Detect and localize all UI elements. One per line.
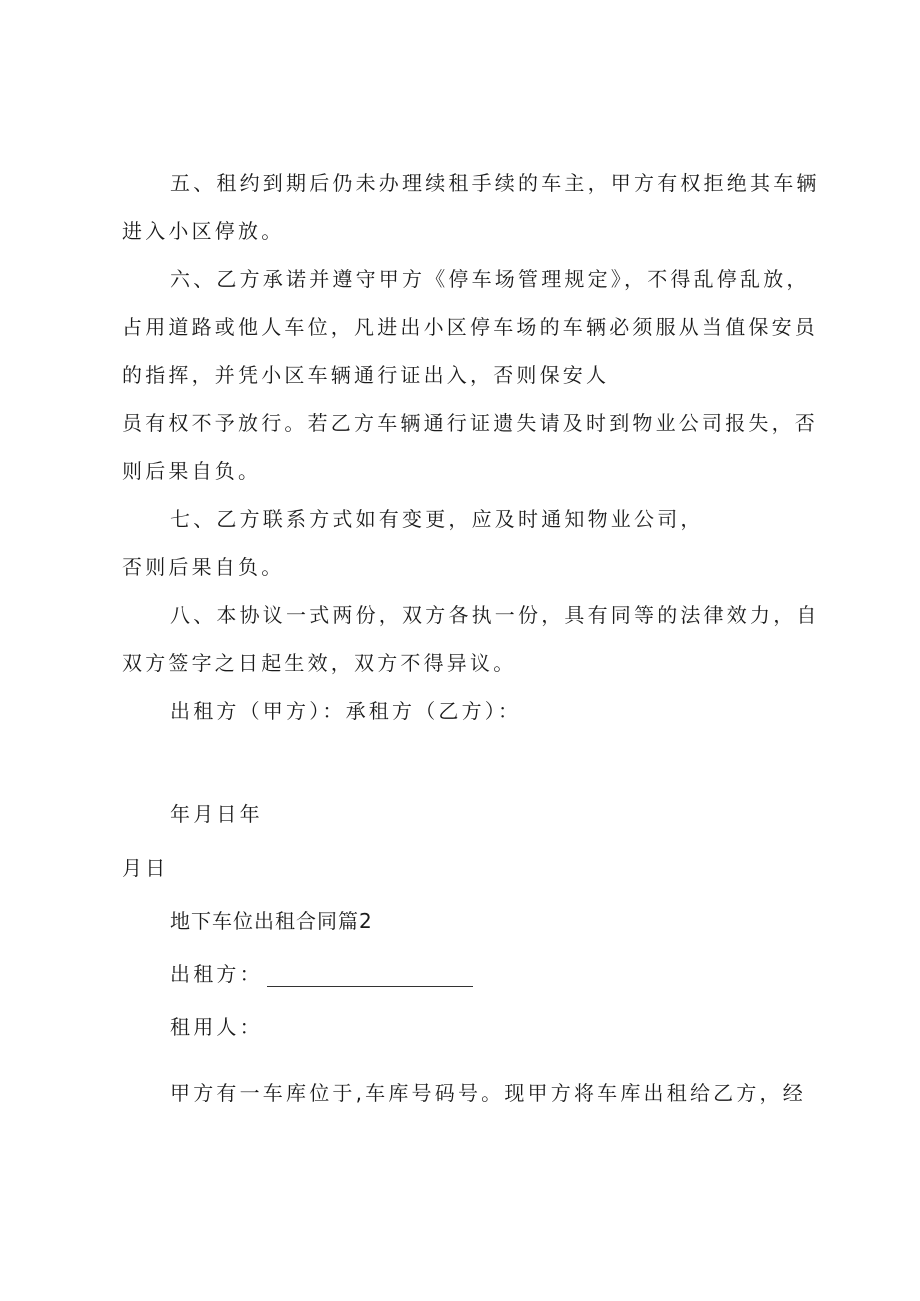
- date-line: 年月日年: [170, 802, 263, 826]
- paragraph-line: 甲方有一车库位于,车库号码号。现甲方将车库出租给乙方，经: [170, 1081, 806, 1105]
- paragraph-line: 八、本协议一式两份，双方各执一份，具有同等的法律效力，自: [170, 603, 820, 627]
- paragraph-line: 占用道路或他人车位，凡进出小区停车场的车辆必须服从当值保安员: [122, 315, 818, 339]
- paragraph-line: 的指挥，并凭小区车辆通行证出入，否则保安人: [122, 363, 610, 387]
- signature-parties-line: 出租方（甲方）：承租方（乙方）：: [170, 699, 522, 723]
- paragraph-line: 员有权不予放行。若乙方车辆通行证遗失请及时到物业公司报失，否: [122, 411, 818, 435]
- paragraph-line: 则后果自负。: [122, 459, 262, 483]
- date-line: 月日: [122, 856, 169, 880]
- paragraph-line: 否则后果自负。: [122, 555, 285, 579]
- paragraph-line: 进入小区停放。: [122, 219, 285, 243]
- paragraph-line: 五、租约到期后仍未办理续租手续的车主，甲方有权拒绝其车辆: [170, 171, 820, 195]
- lessor-blank-field: [267, 968, 473, 987]
- paragraph-line: 六、乙方承诺并遵守甲方《停车场管理规定》，不得乱停乱放，: [170, 267, 810, 291]
- lessor-label: 出租方：: [170, 962, 263, 986]
- paragraph-line: 七、乙方联系方式如有变更，应及时通知物业公司，: [170, 507, 704, 531]
- paragraph-line: 双方签字之日起生效，双方不得异议。: [122, 651, 517, 675]
- section-title: 地下车位出租合同篇2: [170, 909, 373, 933]
- lessee-label: 租用人：: [170, 1015, 263, 1039]
- lessor-line: [170, 961, 473, 987]
